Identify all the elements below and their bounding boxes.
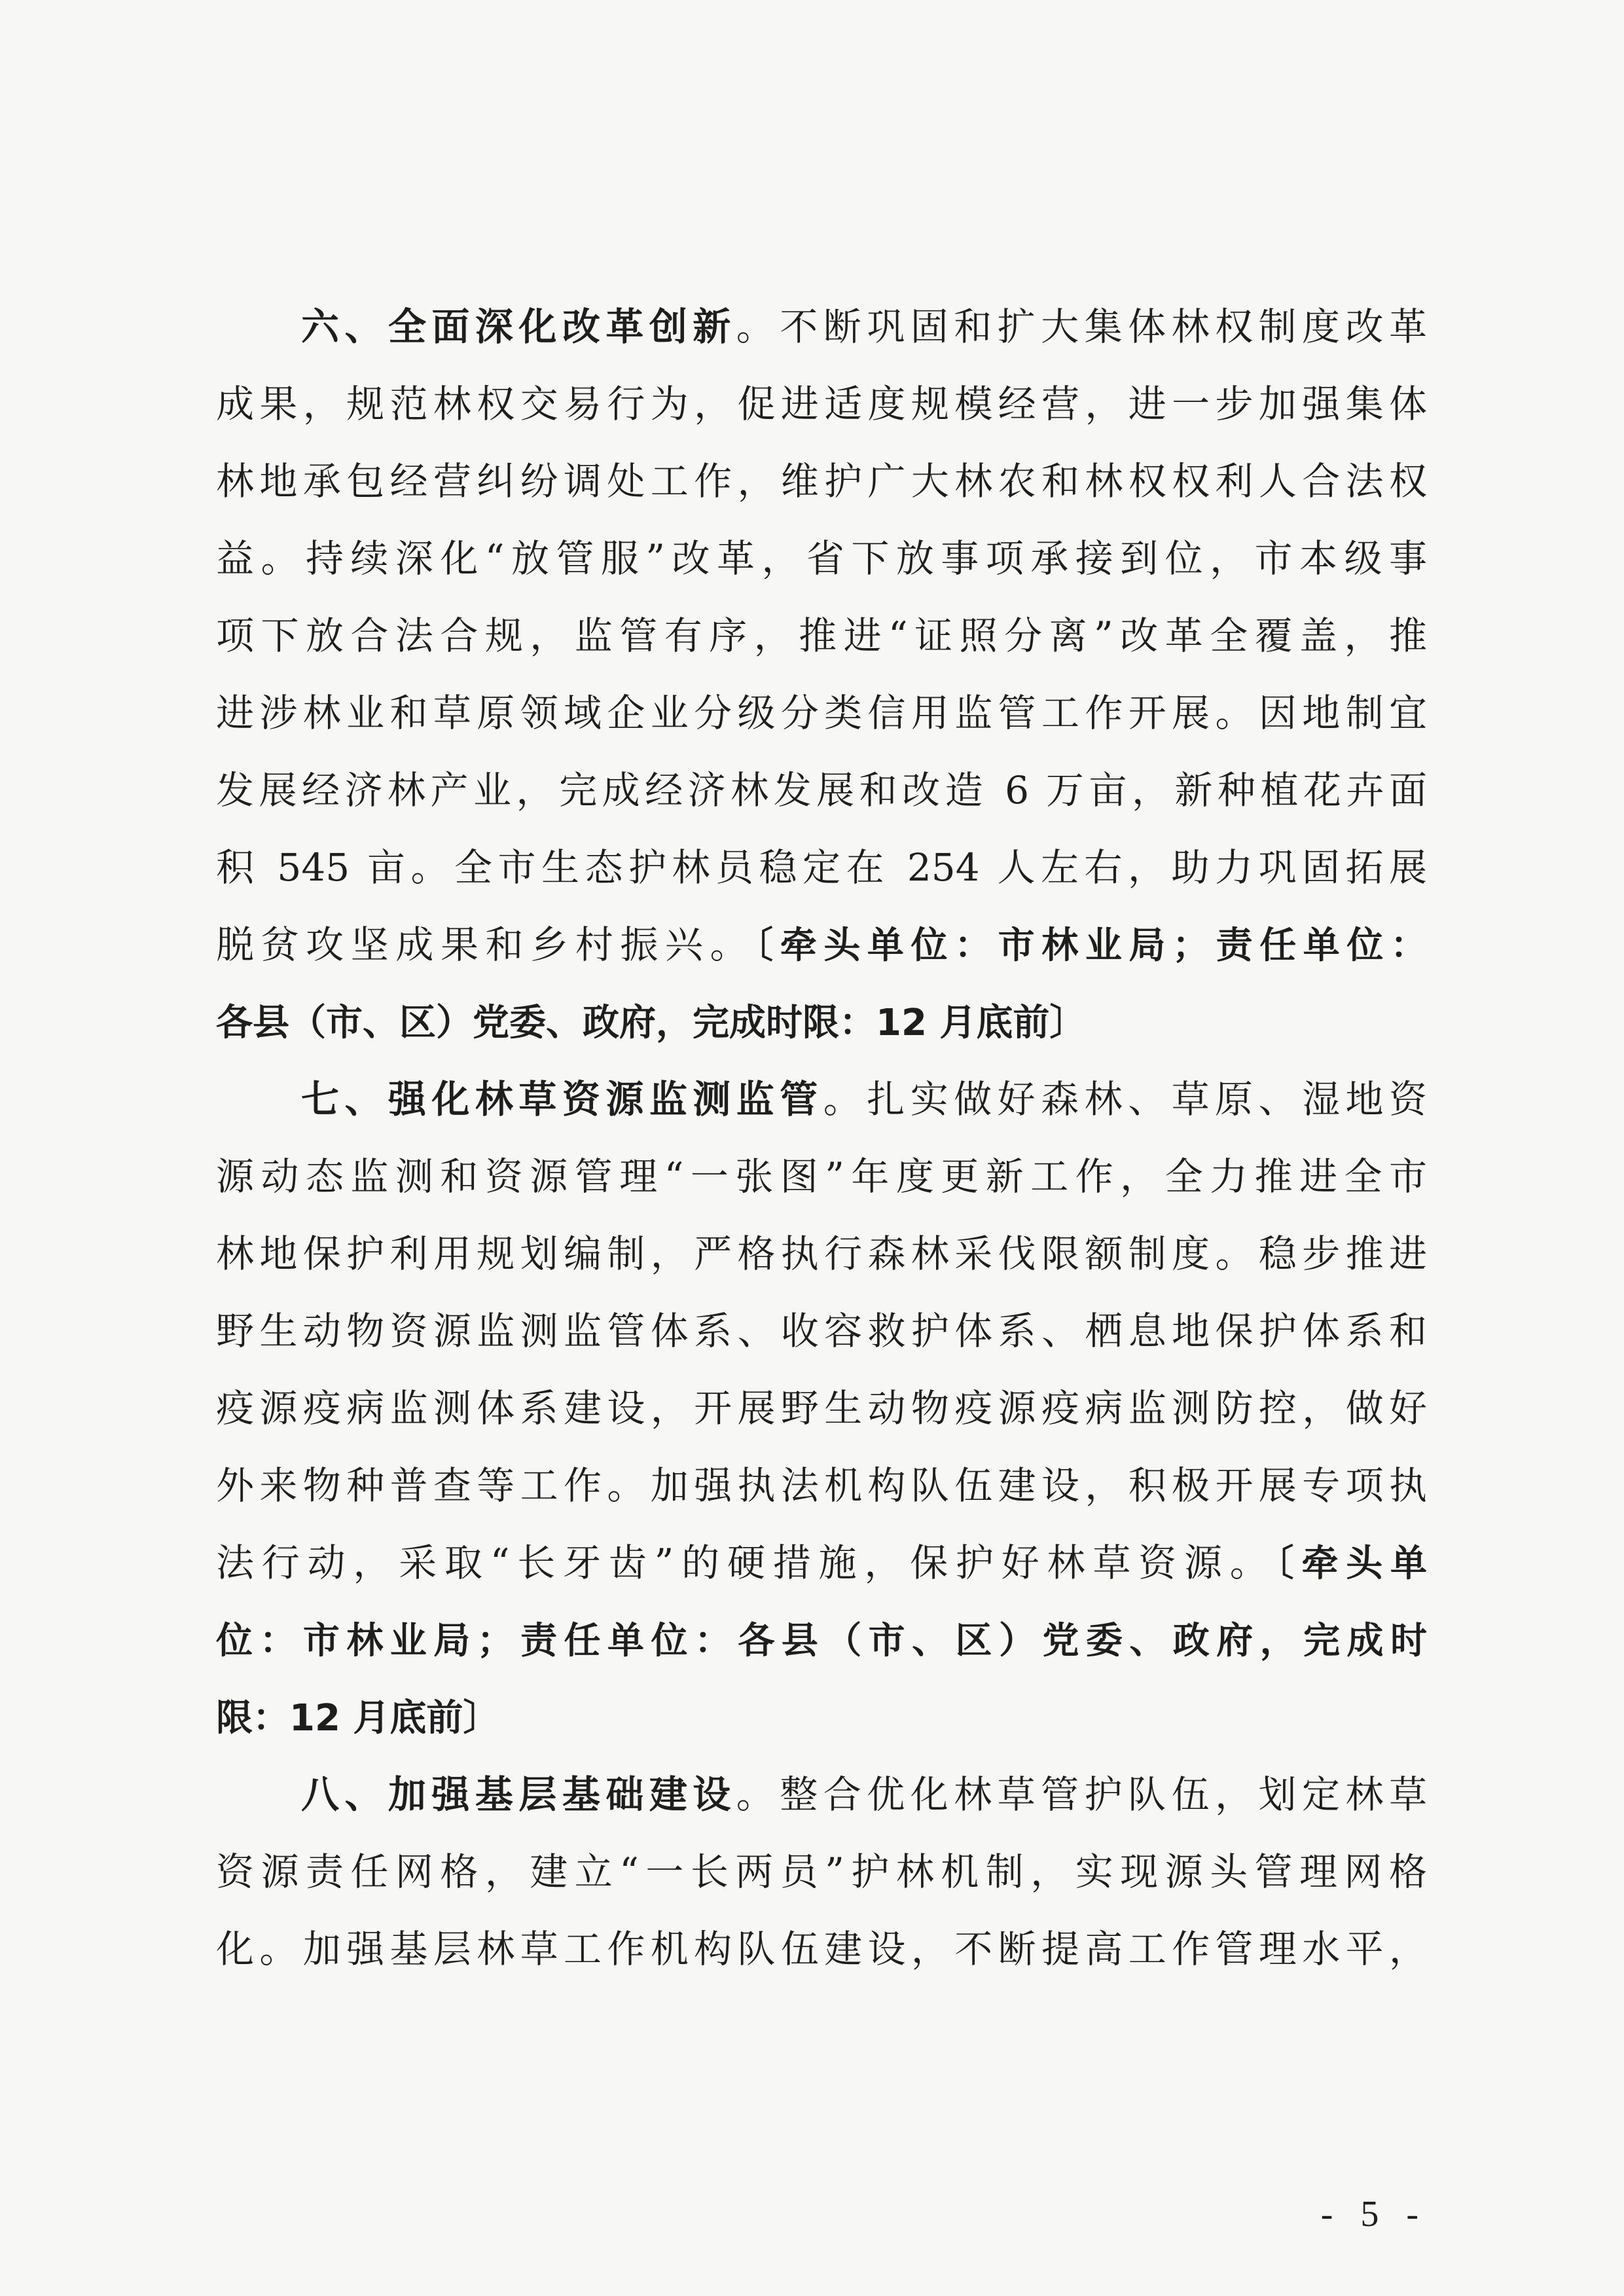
section-heading: 七、强化林草资源监测监管	[301, 1077, 823, 1121]
paragraph-line	[216, 520, 1427, 597]
body-text: 积 545 亩。全市生态护林员稳定在 254 人左右，助力巩固拓展	[216, 845, 1427, 890]
paragraph-line	[216, 1215, 1427, 1292]
page-number: - 5 -	[1320, 2194, 1428, 2234]
section-heading: 八、加强基层基础建设	[301, 1772, 736, 1817]
paragraph-line	[216, 1601, 1427, 1679]
paragraph-line	[216, 1524, 1427, 1601]
paragraph-line	[216, 288, 1427, 365]
body-text: 项下放合法合规，监管有序，推进“证照分离”改革全覆盖，推	[216, 613, 1427, 658]
body-text: 。整合优化林草管护队伍，划定林草	[736, 1772, 1427, 1817]
body-text: 益。持续深化“放管服”改革，省下放事项承接到位，市本级事	[216, 536, 1427, 581]
paragraph-line	[216, 1679, 1427, 1756]
body-text: 外来物种普查等工作。加强执法机构队伍建设，积极开展专项执	[216, 1463, 1427, 1508]
responsibility-note: 限：12 月底前〕	[216, 1697, 500, 1740]
body-text: 林地承包经营纠纷调处工作，维护广大林农和林权权利人合法权	[216, 459, 1427, 503]
paragraph-line	[216, 1910, 1427, 1988]
paragraph-line	[216, 1756, 1427, 1833]
paragraph-line	[216, 1138, 1427, 1215]
document-body	[216, 288, 1427, 1988]
paragraph-line	[216, 1447, 1427, 1524]
responsibility-note: 各县（市、区）党委、政府，完成时限：12 月底前〕	[216, 1002, 1087, 1044]
paragraph-line	[216, 983, 1427, 1061]
responsibility-note: 〔牵头单	[1275, 1542, 1428, 1585]
body-text: 林地保护利用规划编制，严格执行森林采伐限额制度。稳步推进	[216, 1231, 1427, 1276]
section-heading: 六、全面深化改革创新	[301, 304, 736, 349]
paragraph-line	[216, 829, 1427, 906]
responsibility-note: 位：市林业局；责任单位：各县（市、区）党委、政府，完成时	[216, 1620, 1427, 1662]
body-text: 源动态监测和资源管理“一张图”年度更新工作，全力推进全市	[216, 1154, 1427, 1199]
body-text: 野生动物资源监测监管体系、收容救护体系、栖息地保护体系和	[216, 1309, 1427, 1353]
body-text: 。扎实做好森林、草原、湿地资	[823, 1077, 1427, 1121]
body-text: 脱贫攻坚成果和乡村振兴。	[216, 922, 755, 967]
paragraph-line	[216, 906, 1427, 983]
paragraph-line	[216, 597, 1427, 674]
body-text: 进涉林业和草原领域企业分级分类信用监管工作开展。因地制宜	[216, 691, 1427, 735]
paragraph-line	[216, 1292, 1427, 1370]
body-text: 资源责任网格，建立“一长两员”护林机制，实现源头管理网格	[216, 1850, 1427, 1894]
body-text: 成果，规范林权交易行为，促进适度规模经营，进一步加强集体	[216, 382, 1427, 426]
paragraph-line	[216, 1370, 1427, 1447]
paragraph-line	[216, 674, 1427, 752]
paragraph-line	[216, 752, 1427, 829]
body-text: 。不断巩固和扩大集体林权制度改革	[736, 304, 1427, 349]
paragraph-line	[216, 1061, 1427, 1138]
body-text: 法行动，采取“长牙齿”的硬措施，保护好林草资源。	[216, 1540, 1276, 1585]
paragraph-line	[216, 365, 1427, 443]
body-text: 化。加强基层林草工作机构队伍建设，不断提高工作管理水平，	[216, 1927, 1427, 1971]
paragraph-line	[216, 1833, 1427, 1910]
paragraph-line	[216, 443, 1427, 520]
body-text: 发展经济林产业，完成经济林发展和改造 6 万亩，新种植花卉面	[216, 768, 1427, 812]
responsibility-note: 〔牵头单位：市林业局；责任单位：	[755, 924, 1427, 967]
body-text: 疫源疫病监测体系建设，开展野生动物疫源疫病监测防控，做好	[216, 1386, 1427, 1430]
